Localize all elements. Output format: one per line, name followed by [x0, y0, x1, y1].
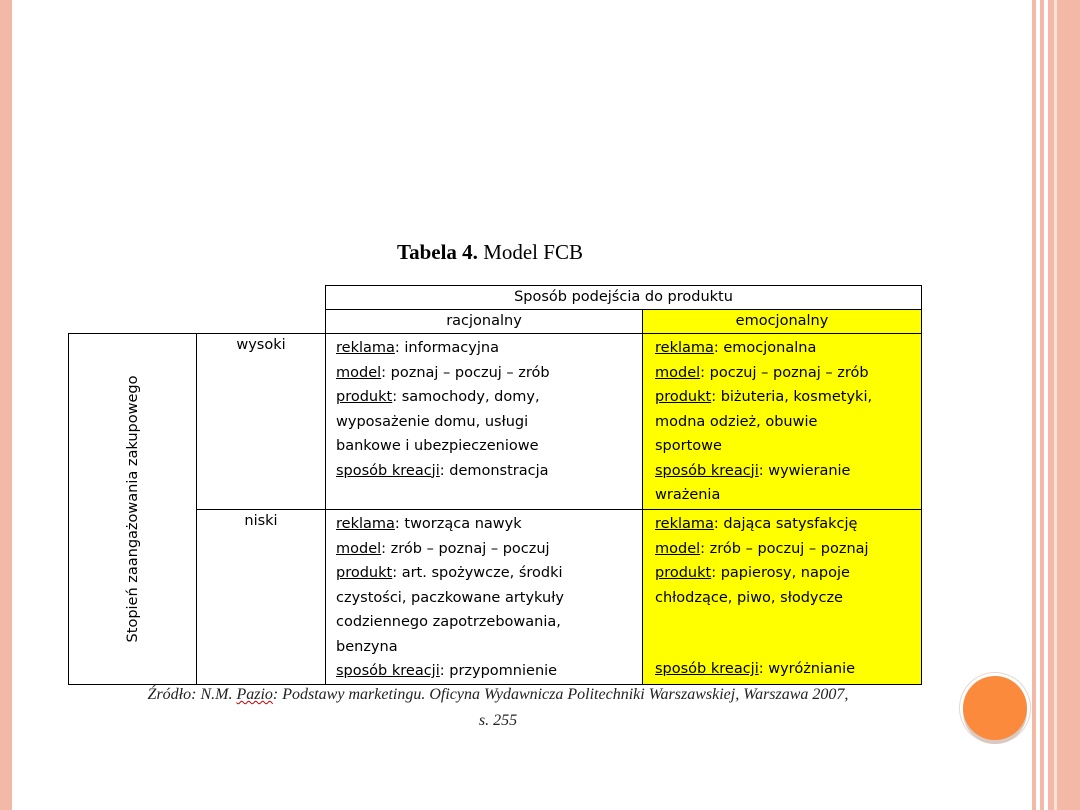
label-kreacja: sposób kreacji [336, 663, 440, 679]
table-title-text: Model FCB [477, 240, 583, 264]
cell-low-rational [326, 510, 643, 685]
value-produkt-cont: codziennego zapotrzebowania, [336, 614, 561, 630]
value-kreacja-cont: wrażenia [655, 487, 721, 503]
slide-right-stripe [1040, 0, 1044, 810]
value-reklama: : tworząca nawyk [394, 516, 522, 532]
fcb-model-table [68, 285, 922, 685]
source-page: s. 255 [478, 712, 518, 729]
label-kreacja: sposób kreacji [655, 462, 759, 479]
header-approach: Sposób podejścia do produktu [326, 286, 922, 310]
value-produkt-cont: modna odzież, obuwie [655, 413, 818, 430]
value-kreacja: : przypomnienie [439, 663, 558, 679]
level-high: wysoki [197, 334, 326, 510]
cell-high-rational [326, 334, 643, 510]
value-model: : zrób – poznaj – poczuj [381, 540, 550, 557]
label-produkt: produkt [336, 389, 393, 405]
level-low: niski [197, 510, 326, 685]
value-produkt: : biżuteria, kosmetyki, [711, 389, 873, 405]
value-produkt: : samochody, domy, [392, 389, 540, 405]
source-text: : Podstawy marketingu. Oficyna Wydawnicza Politechniki Warszawskiej, Warszawa 2007, [272, 686, 849, 703]
slide-right-stripe [1032, 0, 1036, 810]
label-produkt: produkt [336, 565, 393, 581]
slide-right-band-line [1054, 0, 1057, 810]
label-reklama: reklama [655, 340, 714, 356]
table-title-number: Tabela 4. [397, 240, 478, 264]
value-kreacja: : wywieranie [758, 462, 851, 479]
value-kreacja: : demonstracja [439, 462, 549, 479]
value-produkt: : papierosy, napoje [711, 565, 850, 581]
value-produkt-cont: wyposażenie domu, usługi [336, 413, 529, 430]
label-kreacja: sposób kreacji [336, 462, 440, 479]
value-reklama: : informacyjna [394, 340, 499, 356]
label-produkt: produkt [655, 389, 712, 405]
header-rational: racjonalny [326, 310, 643, 334]
cell-low-emotional [643, 510, 922, 685]
label-produkt: produkt [655, 565, 712, 581]
label-model: model [336, 540, 382, 557]
side-label-cell [69, 334, 197, 685]
value-reklama: : emocjonalna [713, 340, 817, 356]
header-emotional: emocjonalny [643, 310, 922, 334]
value-produkt-cont: bankowe i ubezpieczeniowe [336, 438, 539, 454]
source-author: Pazio [236, 686, 273, 703]
side-label: Stopień zaangażowania zakupowego [124, 375, 141, 643]
label-reklama: reklama [336, 516, 395, 532]
value-produkt: : art. spożywcze, środki [392, 565, 563, 581]
label-model: model [336, 364, 382, 381]
orange-circle-decoration [963, 676, 1027, 740]
empty-corner [69, 286, 326, 310]
label-model: model [655, 540, 701, 557]
value-produkt-cont: chłodzące, piwo, słodycze [655, 589, 843, 606]
source-citation [78, 682, 918, 734]
value-produkt-cont: czystości, paczkowane artykuły [336, 589, 564, 606]
label-reklama: reklama [336, 340, 395, 356]
label-model: model [655, 364, 701, 381]
value-model: : zrób – poczuj – poznaj [700, 540, 869, 557]
slide-left-border [0, 0, 12, 810]
slide-right-band [1048, 0, 1080, 810]
source-prefix: Źródło: N.M. [147, 686, 237, 703]
empty-corner [69, 310, 326, 334]
value-produkt-cont: sportowe [655, 438, 722, 454]
value-kreacja: : wyróżnianie [758, 661, 856, 677]
label-kreacja: sposób kreacji [655, 661, 759, 677]
table-title [0, 240, 980, 265]
value-model: : poznaj – poczuj – zrób [381, 364, 550, 381]
cell-high-emotional [643, 334, 922, 510]
value-reklama: : dająca satysfakcję [713, 516, 858, 532]
value-produkt-cont: benzyna [336, 638, 398, 655]
value-model: : poczuj – poznaj – zrób [700, 364, 869, 381]
label-reklama: reklama [655, 516, 714, 532]
